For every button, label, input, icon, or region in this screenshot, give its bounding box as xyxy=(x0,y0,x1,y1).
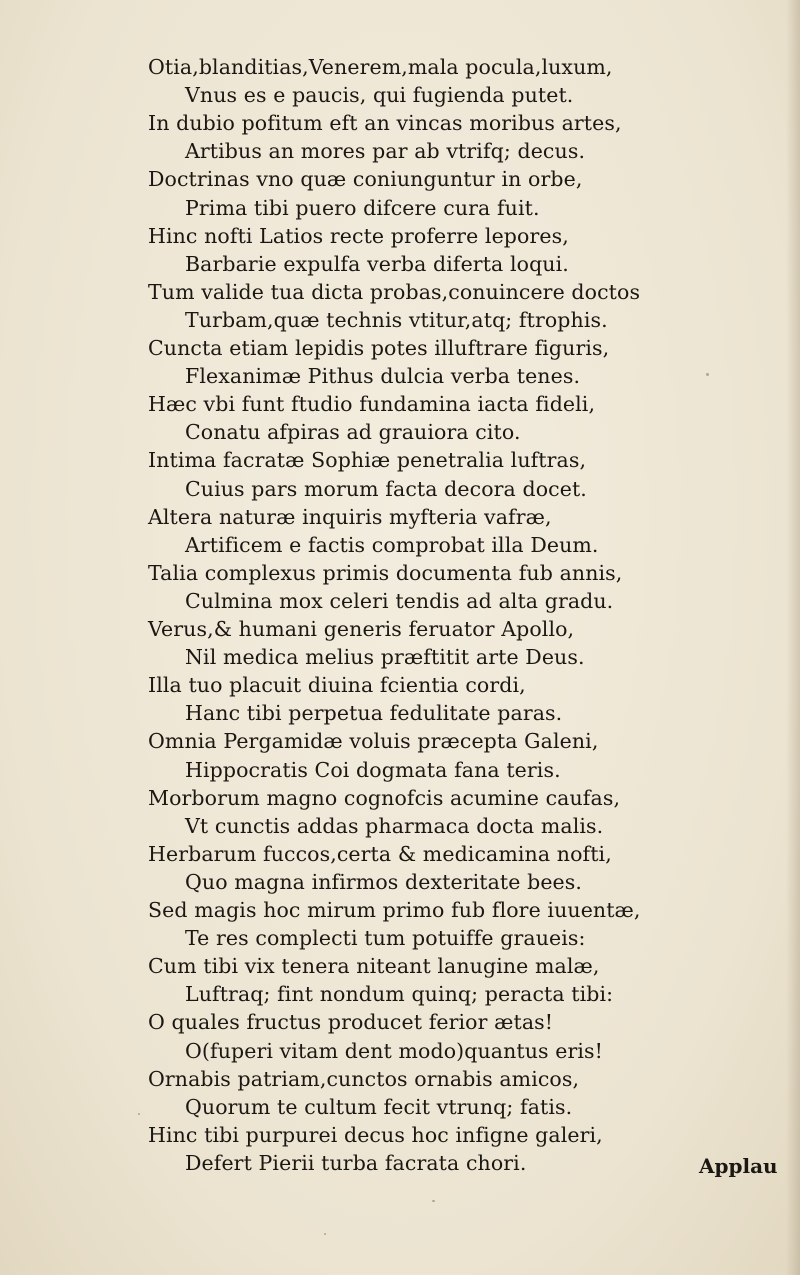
verse-line-hexameter: Morborum magno cognofcis acumine caufas, xyxy=(148,785,621,810)
verse-line-hexameter: Verus,& humani generis feruator Apollo, xyxy=(148,617,575,641)
verse-line-pentameter: Nil medica melius præftitit arte Deus. xyxy=(185,645,585,670)
verse-line-hexameter: Cum tibi vix tenera niteant lanugine malæ, xyxy=(148,954,600,979)
verse-line-pentameter: Flexanimæ Pithus dulcia verba tenes. xyxy=(185,364,581,389)
verse-line-pentameter: Barbarie expulfa verba diferta loqui. xyxy=(185,251,569,276)
verse-line-hexameter: Hæc vbi funt ftudio fundamina iacta fideli, xyxy=(148,392,596,417)
verse-line-pentameter: Artificem e factis comprobat illa Deum. xyxy=(185,532,599,557)
verse-line-hexameter: Ornabis patriam,cunctos ornabis amicos, xyxy=(148,1066,580,1091)
verse-line-pentameter: Hippocratis Coi dogmata fana teris. xyxy=(185,757,561,782)
verse-line-hexameter: Cuncta etiam lepidis potes illuftrare figuris, xyxy=(148,336,610,360)
verse-line-pentameter: Quorum te cultum fecit vtrunq; fatis. xyxy=(185,1094,573,1119)
verse-line-hexameter: Talia complexus primis documenta fub annis, xyxy=(148,560,623,585)
verse-line-hexameter: Herbarum fuccos,certa & medicamina nofti, xyxy=(148,841,612,866)
verse-line-pentameter: Defert Pierii turba facrata chori. xyxy=(185,1150,527,1175)
verse-line-pentameter: Cuius pars morum facta decora docet. xyxy=(185,476,587,501)
ink-speck xyxy=(138,1113,140,1115)
verse-line-hexameter: Altera naturæ inquiris myfteria vafræ, xyxy=(148,504,552,529)
verse-line-pentameter: Vt cunctis addas pharmaca docta malis. xyxy=(185,813,604,838)
verse-line-pentameter: Te res complecti tum potuiffe graueis: xyxy=(185,926,586,951)
verse-line-hexameter: O quales fructus producet ferior ætas! xyxy=(148,1010,554,1035)
ink-speck xyxy=(706,373,709,376)
verse-line-hexameter: Doctrinas vno quæ coniunguntur in orbe, xyxy=(148,167,583,192)
verse-line-pentameter: Artibus an mores par ab vtrifq; decus. xyxy=(185,139,586,164)
page-edge-shadow xyxy=(786,0,800,1275)
verse-line-pentameter: Hanc tibi perpetua fedulitate paras. xyxy=(185,701,563,726)
verse-line-hexameter: Tum valide tua dicta probas,conuincere doctos xyxy=(148,279,641,304)
ink-speck xyxy=(324,1233,326,1235)
verse-line-pentameter: Vnus es e paucis, qui fugienda putet. xyxy=(185,83,574,108)
verse-line-pentameter: Luftraq; fint nondum quinq; peracta tibi: xyxy=(185,982,614,1007)
verse-line-hexameter: Otia,blanditias,Venerem,mala pocula,luxum, xyxy=(148,55,613,79)
verse-line-hexameter: Hinc nofti Latios recte proferre lepores, xyxy=(148,223,569,248)
verse-line-hexameter: Sed magis hoc mirum primo fub flore iuuentæ, xyxy=(148,898,641,922)
verse-line-pentameter: Culmina mox celeri tendis ad alta gradu. xyxy=(185,588,614,613)
verse-line-pentameter: Quo magna infirmos dexteritate bees. xyxy=(185,869,583,894)
verse-line-hexameter: Intima facratæ Sophiæ penetralia luftras, xyxy=(148,448,587,473)
verse-line-hexameter: In dubio pofitum eft an vincas moribus artes, xyxy=(148,111,622,136)
verse-line-pentameter: O(fuperi vitam dent modo)quantus eris! xyxy=(185,1038,604,1063)
verse-line-hexameter: Hinc tibi purpurei decus hoc infigne galeri, xyxy=(148,1122,603,1147)
catchword: Applau xyxy=(699,1154,778,1178)
verse-line-pentameter: Prima tibi puero difcere cura fuit. xyxy=(185,195,540,220)
ink-speck xyxy=(432,1200,435,1202)
verse-line-pentameter: Turbam,quæ technis vtitur,atq; ftrophis. xyxy=(185,307,608,332)
verse-line-hexameter: Illa tuo placuit diuina fcientia cordi, xyxy=(148,673,526,698)
verse-line-hexameter: Omnia Pergamidæ voluis præcepta Galeni, xyxy=(148,729,599,754)
verse-line-pentameter: Conatu afpiras ad grauiora cito. xyxy=(185,420,521,445)
